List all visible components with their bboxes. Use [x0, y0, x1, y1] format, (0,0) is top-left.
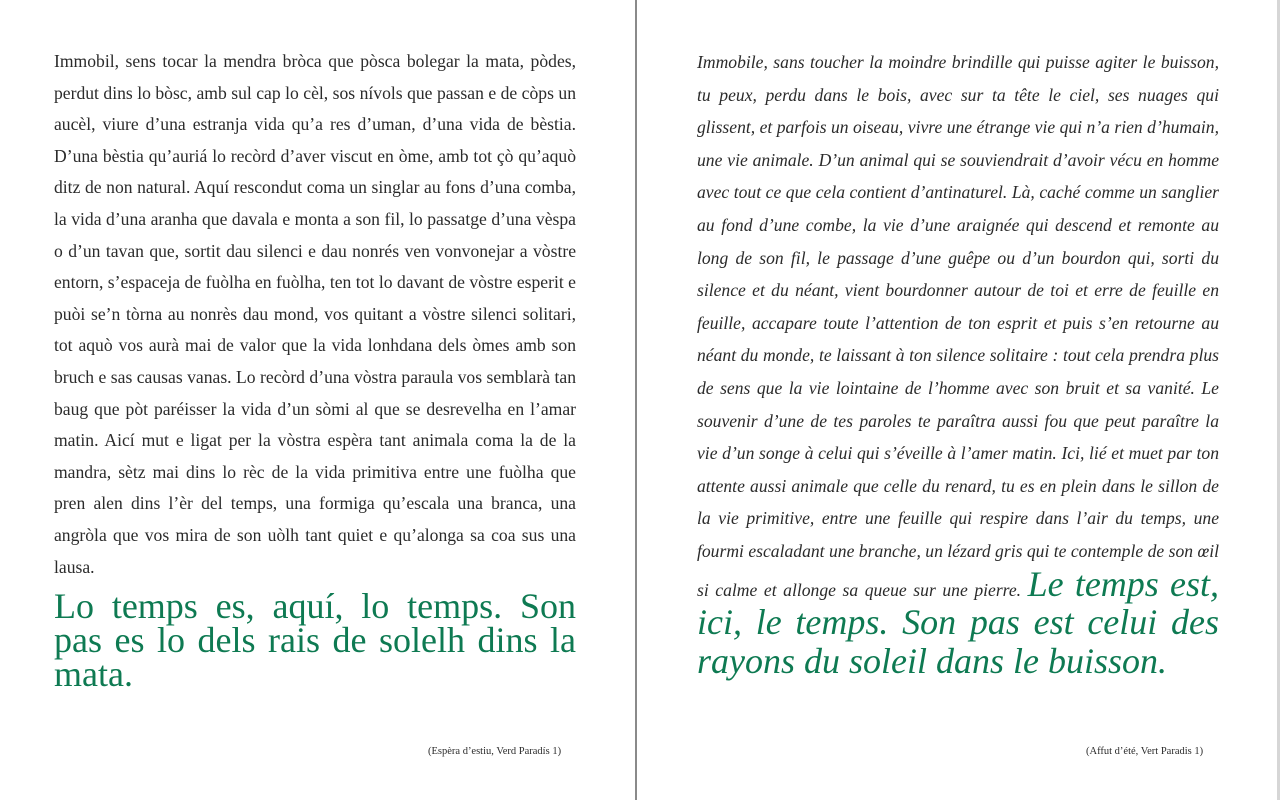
- right-paragraph-text: Immobile, sans toucher la moindre brindille qui puisse agiter le buisson, tu peux, perdu dans le bois, avec sur ta tête le ciel, ses nuages qui glissent, et parfois un oiseau, vivre une étrange vie qui n’a rien d’humain, une vie animale. D’un animal qui se souviendrait d’avoir vécu en homme avec tout ce que cela contient d’antinaturel. Là, caché comme un sanglier au fond d’une combe, la vie d’une araignée qui descend et remonte au long de son fil, le passage d’une guêpe ou d’un bourdon qui, sorti du silence et du néant, vient bourdonner autour de toi et erre de feuille en feuille, accapare toute l’attention de ton esprit et puis s’en retourne au néant du monde, te laissant à ton silence solitaire : tout cela prendra plus de sens que la vie lointaine de l’homme avec son bruit et sa vanité. Le souvenir d’une de tes paroles te paraîtra aussi fou que peut paraître la vie d’un songe à celui qui s’éveille à l’amer matin. Ici, lié et muet par ton attente aussi animale que celle du renard, tu es en plein dans le sillon de la vie primitive, entre une feuille qui respire dans l’air du temps, une fourmi escaladant une branche, un lézard gris qui te contemple de son œil si calme et allonge sa queue sur une pierre.: [697, 52, 1219, 600]
- left-caption: (Espèra d’estiu, Verd Paradís 1): [428, 746, 562, 757]
- right-highlight-quote: Le temps est, ici, le temps. Son pas est celui des rayons du soleil dans le buisson.: [697, 563, 1219, 681]
- left-highlight-quote: Lo temps es, aquí, lo temps. Son pas es lo dels rais de solelh dins la mata.: [54, 586, 576, 695]
- right-paragraph: [697, 46, 1219, 683]
- page-divider: [635, 0, 637, 800]
- right-page-french: [697, 46, 1219, 683]
- left-paragraph: Immobil, sens tocar la mendra bròca que pòsca bolegar la mata, pòdes, perdut dins lo bòsc, amb sul cap lo cèl, sos nívols que passan e de còps un aucèl, viure d’una estranja vida qu’a res d’uman, d’una vida de bèstia. D’una bèstia qu’auriá lo recòrd d’aver viscut en òme, amb tot çò qu’aquò ditz de non natural. Aquí rescondut coma un singlar au fons d’una comba, la vida d’una aranha que davala e monta a son fil, lo passatge d’una vèspa o d’un tavan que, sortit dau silenci e dau nonrés ven vonvonejar a vòstre entorn, s’espaceja de fuòlha en fuòlha, ten tot lo davant de vòstre esperit e puòi se’n tòrna au nonrès dau mond, vos quitant a vòstre silenci solitari, tot aquò vos aurà mai de valor que la vida lonhdana dels òmes amb son bruch e sas causas vanas. Lo recòrd d’una vòstra paraula vos semblarà tan baug que pòt paréisser la vida d’un sòmi al que se desrevelha en l’amar matin. Aicí mut e ligat per la vòstra espèra tant animala coma la de la mandra, sètz mai dins lo rèc de la vida primitiva entre une fuòlha que pren alen dins l’èr del temps, una formiga qu’escala una branca, una angròla que vos mira de son uòlh tant quiet e qu’alonga sa coa sus una lausa.: [54, 51, 576, 577]
- left-page-occitan: [54, 46, 576, 695]
- right-caption: (Affut d’été, Vert Paradis 1): [1086, 746, 1204, 757]
